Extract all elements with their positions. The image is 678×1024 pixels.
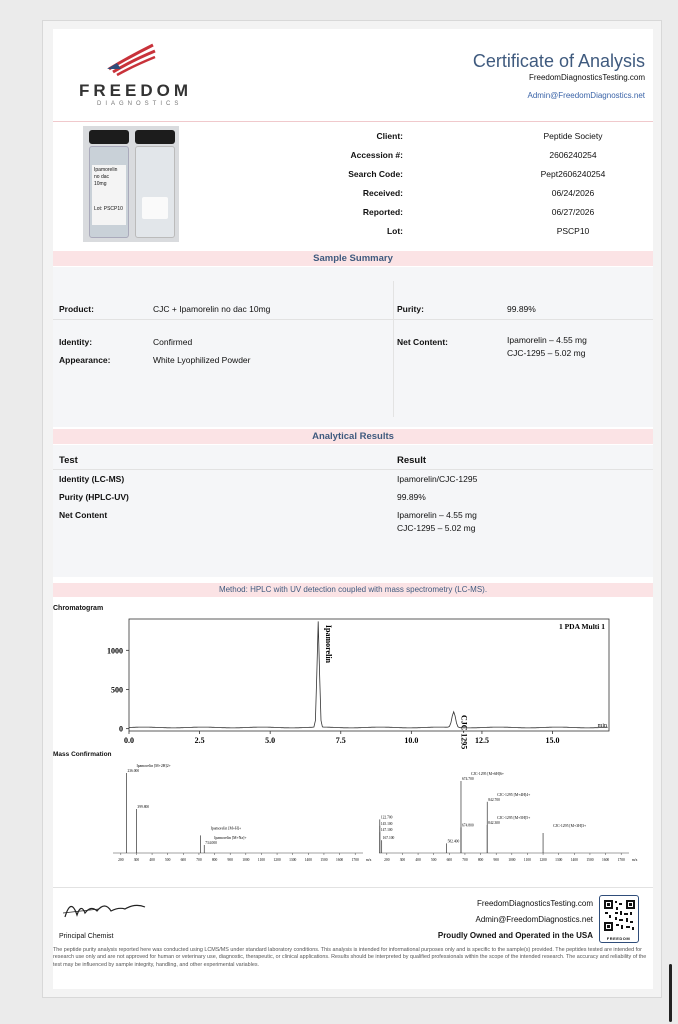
reported-label: Reported: — [362, 207, 403, 217]
x-tick-label: 2.5 — [194, 736, 205, 745]
header-website: FreedomDiagnosticsTesting.com — [528, 73, 645, 82]
mass-x-unit: m/z — [366, 858, 372, 862]
mass-x-tick-label: 500 — [430, 858, 437, 862]
vial-back — [135, 146, 175, 238]
mass-peak-annotation: Ipamorelin [M+2H]2+ — [136, 764, 171, 768]
x-tick-label: 5.0 — [265, 736, 276, 745]
mass-spectra-svg — [93, 761, 643, 871]
plot-frame — [129, 619, 609, 731]
footer-website[interactable]: FreedomDiagnosticsTesting.com — [476, 899, 593, 908]
y-tick-label: 500 — [111, 685, 123, 695]
identity-value: Confirmed — [153, 337, 193, 347]
results-panel — [53, 445, 653, 577]
search-code-value: Pept2606240254 — [540, 169, 606, 179]
document-frame — [42, 20, 662, 998]
powder — [142, 197, 168, 219]
identity-label: Identity: — [59, 337, 93, 347]
mass-x-tick-label: 600 — [446, 858, 453, 862]
mass-x-tick-label: 900 — [227, 858, 233, 862]
brand-subtitle: DIAGNOSTICS — [97, 101, 183, 107]
mass-x-tick-label: 200 — [118, 858, 124, 862]
product-photo — [83, 126, 179, 242]
net-content-label: Net Content: — [397, 337, 448, 347]
mass-x-tick-label: 500 — [164, 858, 171, 862]
mass-peak-label: 842.700 — [488, 797, 500, 802]
mass-peak-annotation: CJC-1295 [M+3H]3+ — [553, 824, 587, 828]
result-row-value: 99.89% — [397, 492, 426, 502]
mass-x-tick-label: 1200 — [539, 858, 547, 862]
analytical-results-heading: Analytical Results — [53, 429, 653, 444]
purity-value: 99.89% — [507, 304, 536, 314]
mass-x-tick-label: 300 — [133, 858, 140, 862]
peak-label: Ipamorelin — [324, 624, 334, 663]
results-header-test: Test — [59, 455, 78, 466]
mass-peak-annotation: CJC-1295 [M+5H]5+ — [497, 816, 531, 820]
received-label: Received: — [362, 188, 403, 198]
x-tick-label: 15.0 — [545, 736, 560, 745]
signature-image — [59, 893, 179, 925]
result-row-test: Purity (HPLC-UV) — [59, 492, 129, 502]
lot-label: Lot: — [386, 226, 403, 236]
chromatogram-title: Chromatogram — [53, 605, 104, 612]
vial-label-text: Lot: PSCP10 — [94, 206, 123, 212]
sample-summary-heading: Sample Summary — [53, 251, 653, 266]
scrollbar-thumb[interactable] — [669, 964, 672, 1022]
summary-row-divider — [53, 319, 653, 320]
mass-peak-annotation: Ipamorelin [M+H]+ — [210, 826, 242, 831]
footer-tagline: Proudly Owned and Operated in the USA — [437, 931, 593, 940]
mass-spectra — [93, 761, 643, 871]
lot-value: PSCP10 — [556, 226, 590, 236]
disclaimer: The peptide purity analysis reported here was conducted using LCMS/MS under standard laboratory conditions. This analysis is intended for informational purposes only and is specific to the sample(s) provided. The peptides tested are intended for research use only and are not approved for human or veterinary use, diagnostic, therapeutic, or clinical applications. Results should be interpreted by qualified professionals within the scope of the intended research. The accuracy and reliability of the test may be influenced by sample integrity, handling, and other experimental variables. — [53, 947, 647, 968]
y-tick-label: 1000 — [107, 646, 123, 656]
mass-x-tick-label: 600 — [180, 858, 187, 862]
vial-cap — [135, 130, 175, 144]
mass-x-tick-label: 1200 — [273, 858, 281, 862]
mass-x-tick-label: 1100 — [257, 858, 265, 862]
chemist-role: Principal Chemist — [59, 933, 114, 940]
product-label: Product: — [59, 304, 94, 314]
mass-x-tick-label: 1700 — [351, 858, 359, 862]
method-label: Method: — [218, 585, 248, 594]
vial-label-text: Ipamorelin — [94, 167, 118, 173]
accession-value: 2606240254 — [549, 150, 597, 160]
footer-email[interactable]: Admin@FreedomDiagnostics.net — [475, 915, 593, 924]
mass-x-tick-label: 1700 — [617, 858, 625, 862]
chromatogram-chart — [53, 613, 653, 753]
x-tick-label: 10.0 — [404, 736, 419, 745]
mass-peak-label: 236.000 — [127, 769, 140, 773]
mass-x-tick-label: 200 — [384, 858, 390, 862]
method-text: HPLC with UV detection coupled with mass spectrometry (LC-MS). — [247, 585, 488, 594]
accession-label: Accession #: — [350, 150, 403, 160]
mass-peak-label: 734.000 — [205, 841, 217, 845]
mass-x-tick-label: 1500 — [586, 858, 594, 862]
appearance-label: Appearance: — [59, 355, 111, 365]
mass-peak-label: 147.100 — [380, 828, 393, 833]
y-tick-label: 0 — [119, 724, 123, 734]
mass-x-tick-label: 700 — [196, 858, 202, 862]
document-title: Certificate of Analysis — [472, 51, 645, 71]
qr-caption: FREEDOM — [606, 936, 631, 941]
appearance-value: White Lyophilized Powder — [153, 355, 251, 365]
search-code-label: Search Code: — [348, 169, 403, 179]
summary-divider — [393, 281, 394, 417]
mass-peak-label: 674.700 — [461, 777, 474, 781]
mass-x-tick-label: 400 — [149, 858, 155, 862]
mass-confirmation-title: Mass Confirmation — [53, 751, 112, 758]
mass-peak-label: 167.100 — [382, 836, 395, 841]
mass-x-tick-label: 700 — [462, 858, 468, 862]
purity-label: Purity: — [397, 304, 424, 314]
footer-divider — [53, 887, 653, 888]
chromatogram-svg — [53, 613, 653, 753]
mass-x-tick-label: 1500 — [320, 858, 328, 862]
certificate-page — [53, 29, 653, 989]
vial-cap — [89, 130, 129, 144]
mass-peak-label: 842.300 — [488, 821, 500, 825]
client-value: Peptide Society — [543, 131, 603, 141]
reported-value: 06/27/2026 — [551, 207, 595, 217]
header-divider — [53, 121, 653, 122]
result-row-value: Ipamorelin/CJC-1295 — [397, 474, 478, 484]
net-content-value-2: CJC-1295 – 5.02 mg — [507, 348, 586, 358]
product-value: CJC + Ipamorelin no dac 10mg — [153, 304, 271, 314]
x-tick-label: 0.0 — [124, 736, 134, 745]
mass-peak-annotation: Ipamorelin [M+Na]+ — [214, 836, 247, 840]
vial-label — [92, 165, 126, 225]
x-tick-label: 12.5 — [474, 736, 489, 745]
mass-x-tick-label: 1400 — [304, 858, 312, 862]
mass-peak-annotation: CJC-1295 [M+6H]6+ — [470, 772, 505, 776]
vial-front — [89, 146, 129, 238]
x-tick-label: 7.5 — [335, 736, 346, 745]
method-band — [53, 583, 653, 597]
mass-x-unit: m/z — [632, 858, 638, 862]
mass-x-tick-label: 1000 — [508, 858, 516, 862]
x-axis-unit: min — [597, 723, 607, 729]
mass-peak-label: 399.800 — [137, 805, 150, 809]
chromatogram-trace — [129, 621, 608, 728]
mass-peak-annotation: CJC-1295 [M+4H]4+ — [497, 792, 531, 797]
mass-peak-label: 145.100 — [380, 821, 393, 826]
chart-legend: 1 PDA Multi 1 — [558, 622, 605, 631]
flag-logo-icon — [103, 39, 163, 79]
mass-x-tick-label: 1300 — [289, 858, 297, 862]
header-email[interactable]: Admin@FreedomDiagnostics.net — [527, 91, 645, 100]
mass-x-tick-label: 1000 — [242, 858, 250, 862]
mass-x-tick-label: 1600 — [335, 858, 344, 862]
result-row-test: Net Content — [59, 510, 108, 520]
mass-x-tick-label: 1100 — [523, 858, 531, 862]
peak-label: CJC-1295 — [459, 714, 469, 750]
results-header-divider — [53, 469, 653, 470]
mass-peak-label: 122.700 — [380, 815, 393, 820]
vial-label-text: no dac — [94, 174, 110, 180]
results-header-result: Result — [397, 455, 427, 466]
mass-peak-label: 582.400 — [447, 839, 460, 844]
received-value: 06/24/2026 — [551, 188, 595, 198]
result-row-test: Identity (LC-MS) — [59, 474, 125, 484]
client-label: Client: — [376, 131, 403, 141]
qr-code-icon — [599, 895, 639, 943]
result-row-value: Ipamorelin – 4.55 mg — [397, 510, 477, 520]
mass-x-tick-label: 1600 — [601, 858, 610, 862]
mass-x-tick-label: 400 — [415, 858, 421, 862]
mass-x-tick-label: 1400 — [570, 858, 578, 862]
vial-label-text: 10mg — [94, 181, 107, 187]
mass-x-tick-label: 800 — [211, 858, 218, 862]
mass-x-tick-label: 300 — [399, 858, 406, 862]
mass-x-tick-label: 900 — [493, 858, 499, 862]
net-content-value-1: Ipamorelin – 4.55 mg — [507, 335, 587, 345]
sample-summary-panel — [53, 267, 653, 427]
mass-x-tick-label: 1300 — [555, 858, 563, 862]
brand-name: FREEDOM — [79, 81, 192, 100]
result-row-value-2: CJC-1295 – 5.02 mg — [397, 523, 476, 533]
mass-peak-label: 674.800 — [462, 823, 474, 828]
mass-x-tick-label: 800 — [477, 858, 484, 862]
